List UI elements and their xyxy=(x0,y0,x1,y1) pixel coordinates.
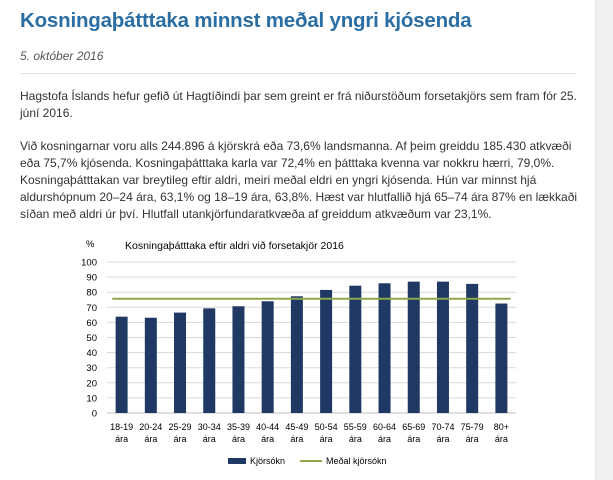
x-axis-tick-labels xyxy=(110,422,509,444)
x-tick-label-unit: ára xyxy=(348,434,362,444)
bar xyxy=(291,296,303,413)
y-tick-label: 100 xyxy=(81,257,97,269)
bars xyxy=(116,282,508,413)
y-axis-tick-labels xyxy=(81,258,97,420)
x-tick-label: 80+ xyxy=(493,422,510,432)
x-tick-label: 60-64 xyxy=(373,422,397,432)
x-tick-label: 35-39 xyxy=(226,422,250,432)
x-tick-label-unit: ára xyxy=(436,434,450,444)
x-tick-label: 30-34 xyxy=(197,422,221,432)
x-tick-label-unit: ára xyxy=(115,434,129,444)
x-tick-label: 45-49 xyxy=(285,422,309,432)
bar xyxy=(495,304,507,413)
gridlines xyxy=(107,262,516,413)
article-paragraph-2: Við kosningarnar voru alls 244.896 á kjörskrá eða 73,6% landsmanna. Af þeim greiddu 185.430 atkvæði eða 75,7% kjósenda. Kosningaþátttaka karla var 72,4% en þátttaka kvenna var nokkru hærri, 79,0%. Kosningaþátttakan var breytileg eftir aldri, meiri meðal eldri en yngri kjósenda. Hún var minnst hjá aldurshópnum 20–24 ára, 63,1% og 18–19 ára, 63,8%. Hæst var hlutfallið hjá 65–74 ára 87% en lækkaði síðan með aldri úr því. Hlutfall utankjörfundaratkvæða af greiddum atkvæðum var 23,1%. xyxy=(20,139,578,221)
article-title: Kosningaþátttaka minnst meðal yngri kjósenda xyxy=(20,9,472,32)
x-tick-label-unit: ára xyxy=(494,434,508,444)
x-tick-label-unit: ára xyxy=(290,434,304,444)
y-tick-label: 20 xyxy=(86,378,97,390)
x-tick-label: 20-24 xyxy=(139,422,163,432)
y-tick-label: 60 xyxy=(86,317,97,329)
legend-label-medal-kjorsokn: Meðal kjörsókn xyxy=(326,456,387,466)
legend xyxy=(228,456,387,466)
x-tick-label: 55-59 xyxy=(343,422,367,432)
x-tick-label-unit: ára xyxy=(465,434,479,444)
bar xyxy=(232,306,244,413)
bar xyxy=(320,290,332,413)
bar xyxy=(116,317,128,413)
y-tick-label: 0 xyxy=(91,408,97,420)
bar xyxy=(379,283,391,413)
y-tick-label: 90 xyxy=(86,272,97,284)
chart-title: Kosningaþátttaka eftir aldri við forsetakjör 2016 xyxy=(125,240,344,252)
x-tick-label-unit: ára xyxy=(261,434,275,444)
y-axis-unit-label: % xyxy=(86,239,95,250)
y-tick-label: 70 xyxy=(86,302,97,314)
x-tick-label: 40-44 xyxy=(256,422,280,432)
y-tick-label: 40 xyxy=(86,348,97,360)
x-tick-label-unit: ára xyxy=(378,434,392,444)
bar xyxy=(262,301,274,413)
article-paragraph-1: Hagstofa Íslands hefur gefið út Hagtíðindi þar sem greint er frá niðurstöðum forsetakjörs sem fram fór 25. júní 2016. xyxy=(20,89,577,120)
bar xyxy=(145,318,157,413)
x-tick-label-unit: ára xyxy=(144,434,158,444)
x-tick-label: 50-54 xyxy=(314,422,338,432)
y-tick-label: 80 xyxy=(86,287,97,299)
y-tick-label: 50 xyxy=(86,333,97,344)
x-tick-label-unit: ára xyxy=(202,434,216,444)
article-date: 5. október 2016 xyxy=(20,49,104,63)
bar xyxy=(466,284,478,413)
x-tick-label-unit: ára xyxy=(231,434,245,444)
x-tick-label: 70-74 xyxy=(431,422,455,432)
x-tick-label-unit: ára xyxy=(319,434,333,444)
x-tick-label: 18-19 xyxy=(110,422,134,432)
x-tick-label-unit: ára xyxy=(173,434,187,444)
bar xyxy=(203,308,215,413)
bar xyxy=(349,286,361,413)
legend-label-kjorsokn: Kjörsókn xyxy=(250,456,286,466)
x-tick-label: 75-79 xyxy=(460,422,484,432)
bar xyxy=(174,313,186,413)
x-tick-label: 25-29 xyxy=(168,422,192,432)
y-tick-label: 30 xyxy=(86,363,97,375)
legend-swatch-kjorsokn xyxy=(228,458,246,464)
bar xyxy=(437,282,449,413)
bar xyxy=(408,282,420,413)
x-tick-label-unit: ára xyxy=(407,434,421,444)
y-tick-label: 10 xyxy=(86,393,97,405)
x-tick-label: 65-69 xyxy=(402,422,426,432)
